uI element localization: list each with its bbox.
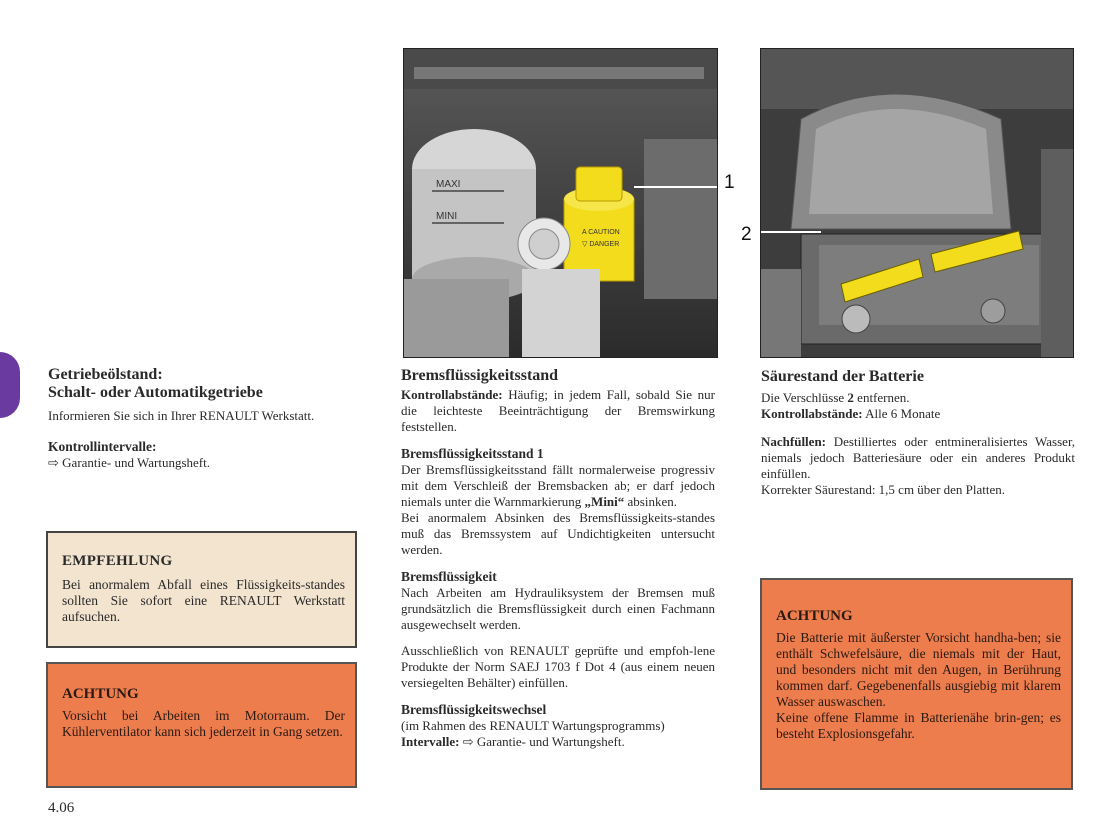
title-saeurestand: Säurestand der Batterie <box>761 368 924 385</box>
cap-text-1: A CAUTION <box>582 229 620 236</box>
s3-interval-label: Intervalle: <box>401 734 460 749</box>
right-nach-text: Destilliertes oder entmineralisiertes Wasser, niemals jedoch Batteriesäure oder ein anderes Produkt einfüllen. <box>761 434 1076 481</box>
achtung-box-right <box>760 578 1073 790</box>
s1-title: Bremsflüssigkeitsstand 1 <box>401 446 544 461</box>
s1-mini-after: absinken. <box>627 494 677 509</box>
right-kontroll-line <box>761 406 1075 422</box>
empfehlung-text: Bei anormalem Abfall eines Flüssigkeits-standes sollten Sie sofort eine RENAULT Werkstatt aufsuchen. <box>62 577 345 624</box>
middle-kontroll-label: Kontrollabstände: <box>401 387 503 402</box>
middle-kontroll-text: Häufig; in jedem Fall, sobald Sie nur die leichteste Beeinträchtigung der Bremswirkung feststellen. <box>401 387 715 434</box>
s3-text: (im Rahmen des RENAULT Wartungsprogramms) <box>401 718 665 733</box>
title-getriebe-type: Schalt- oder Automatikgetriebe <box>48 384 263 401</box>
title-getriebeoel: Getriebeölstand: <box>48 366 163 383</box>
right-column <box>761 368 1075 498</box>
achtung-box-left <box>46 662 357 788</box>
cap-text-2: ▽ DANGER <box>582 241 620 248</box>
left-interval-line <box>48 455 368 472</box>
s1-text2: Bei anormalem Absinken des Bremsflüssigkeits-standes muß das Bremssystem auf Undichtigkeiten untersucht werden. <box>401 510 715 557</box>
right-line1-a: Die Verschlüsse <box>761 390 845 405</box>
page-number: 4.06 <box>48 800 75 816</box>
s3-interval-line <box>401 734 715 751</box>
left-column <box>48 366 368 472</box>
s3-interval-text: Garantie- und Wartungsheft. <box>476 734 625 749</box>
s2-title: Bremsflüssigkeit <box>401 569 497 584</box>
achtung-text-right-2: Keine offene Flamme in Batterienähe brin-gen; es besteht Explosionsgefahr. <box>776 710 1061 741</box>
s3-title: Bremsflüssigkeitswechsel <box>401 702 547 717</box>
right-korrekt-text: Korrekter Säurestand: 1,5 cm über den Platten. <box>761 482 1006 497</box>
s2-text: Nach Arbeiten am Hydrauliksystem der Bremsen muß grundsätzlich die Bremsflüssigkeit durch einen Fachmann ausgewechselt werden. <box>401 585 715 632</box>
achtung-text-left: Vorsicht bei Arbeiten im Motorraum. Der Kühlerventilator kann sich jederzeit in Gang setzen. <box>62 708 345 739</box>
right-nach-label: Nachfüllen: <box>761 434 826 449</box>
arrow-right-icon: ⇨ <box>48 456 59 471</box>
left-interval-text: Garantie- und Wartungsheft. <box>62 455 210 470</box>
middle-column <box>401 367 715 751</box>
title-bremsfluessigkeitsstand: Bremsflüssigkeitsstand <box>401 367 559 384</box>
achtung-text-right: Die Batterie mit äußerster Vorsicht handha-ben; sie enthält Schwefelsäure, die niemals mit der Haut, und besonders nicht mit den Augen, in Berührung kommen darf. Gegebenenfalls ausgiebig mit klarem Wasser auswaschen. <box>776 630 1061 709</box>
left-intro: Informieren Sie sich in Ihrer RENAULT Werkstatt. <box>48 408 315 423</box>
chapter-thumb-tab <box>0 352 20 418</box>
tank-min-mark: MINI <box>436 211 458 222</box>
right-kontroll-label: Kontrollabstände: <box>761 406 863 421</box>
right-line1-num: 2 <box>847 390 854 405</box>
right-line1-b: entfernen. <box>857 390 910 405</box>
brake-fluid-illustration <box>404 49 717 357</box>
tank-max-mark: MAXI <box>436 179 461 190</box>
empfehlung-box <box>46 531 357 648</box>
battery-photo <box>760 48 1074 358</box>
callout-1: 1 <box>724 172 735 193</box>
brake-fluid-photo <box>403 48 718 358</box>
empfehlung-title: EMPFEHLUNG <box>62 553 173 569</box>
right-nach-paragraph <box>761 434 1075 482</box>
achtung-title-left: ACHTUNG <box>62 686 139 702</box>
achtung-title-right: ACHTUNG <box>776 608 853 624</box>
middle-kontroll-paragraph <box>401 387 715 435</box>
right-line1 <box>761 390 1075 406</box>
battery-illustration <box>761 49 1073 357</box>
s2-text2: Ausschließlich von RENAULT geprüfte und empfoh-lene Produkte der Norm SAEJ 1703 f Dot 4 (aus einem neuen versiegelten Behälter) einfüllen. <box>401 643 715 690</box>
s1-text: Der Bremsflüssigkeitsstand fällt normalerweise progressiv mit dem Verschleiß der Bremsbacken ab; er darf jedoch niemals unter die Warnmarkierung <box>401 462 715 509</box>
callout-2: 2 <box>741 224 752 245</box>
right-kontroll-text: Alle 6 Monate <box>865 406 941 421</box>
arrow-right-icon: ⇨ <box>462 735 474 750</box>
left-interval-label: Kontrollintervalle: <box>48 439 157 454</box>
s1-paragraph <box>401 462 715 510</box>
s1-mini: „Mini“ <box>584 494 625 509</box>
